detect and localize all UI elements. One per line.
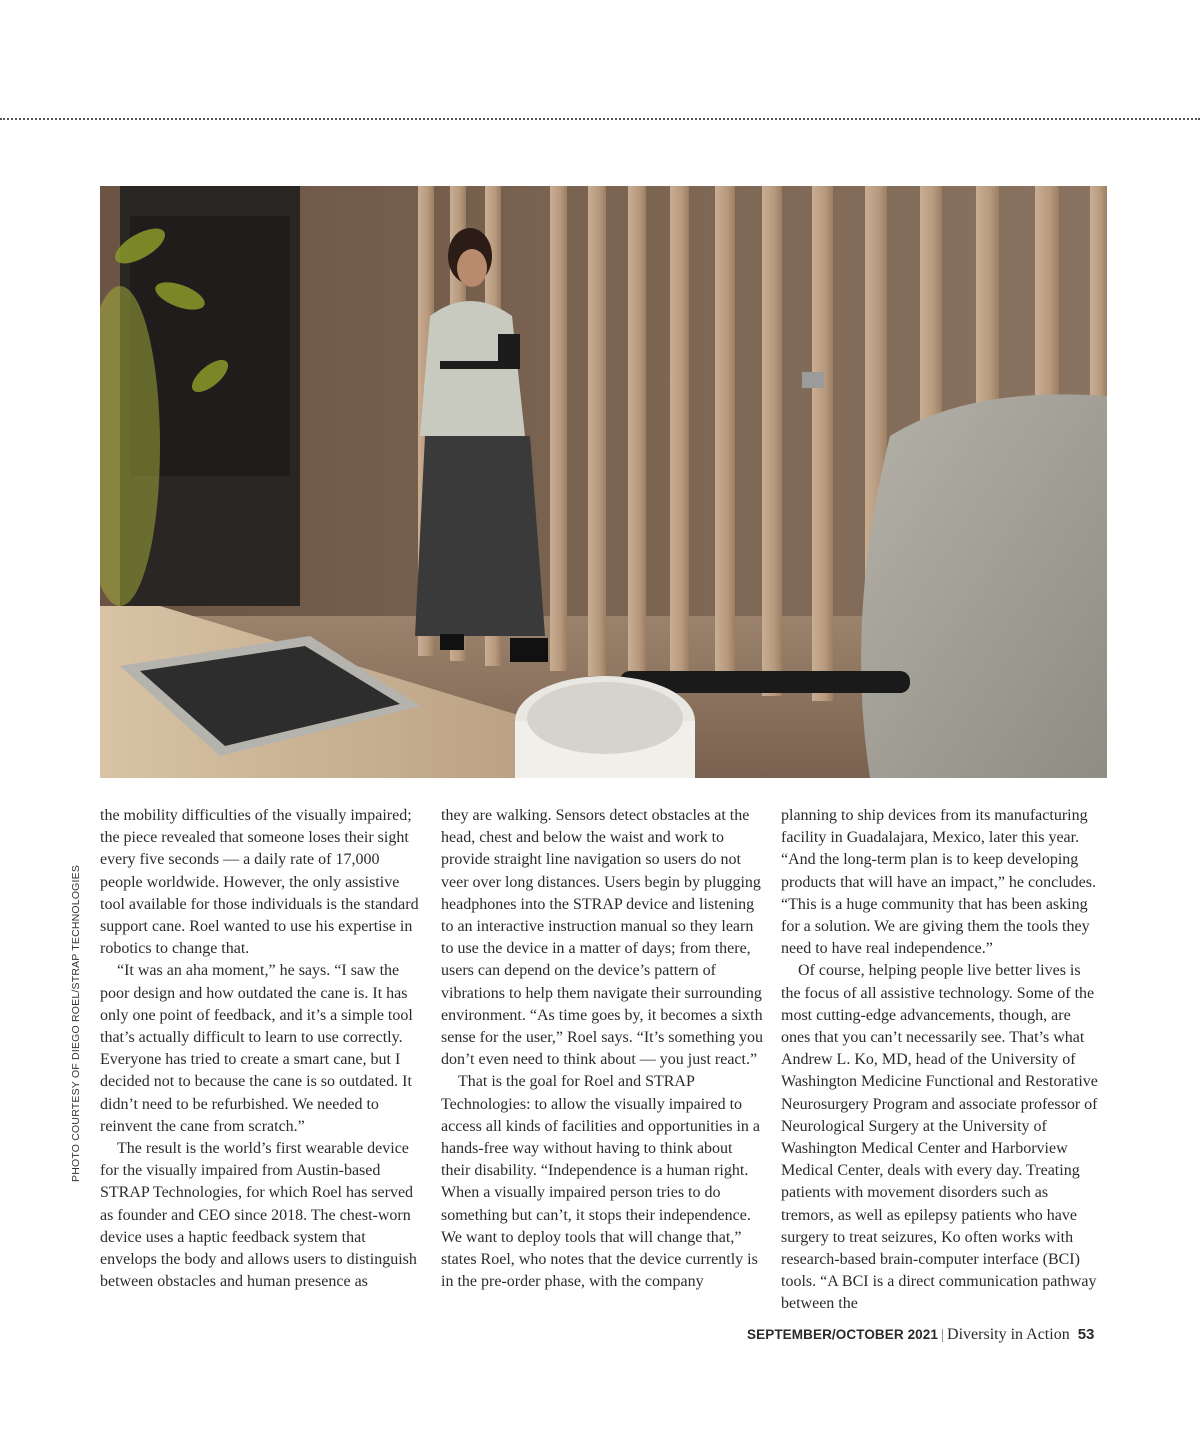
page-number: 53 <box>1077 1326 1095 1343</box>
paragraph: the mobility difficulties of the visually impaired; the piece revealed that someone loses their sight every five seconds — a daily rate of 17,000 people worldwide. However, the only assistive tool available for those individuals is the standard support cane. Roel wanted to use his expertise in robotics to change that. <box>100 807 419 958</box>
article-column-3 <box>781 805 1103 1316</box>
article-column-1 <box>100 805 422 1293</box>
paragraph: they are walking. Sensors detect obstacles at the head, chest and below the waist and work to provide straight line navigation so users do not veer over long distances. Users begin by plugging headphones into the STRAP device and listening to an interactive instruction manual so they learn to use the device in a matter of days; from there, users can depend on the device’s pattern of vibrations to help them navigate their surrounding environment. “As time goes by, it becomes a sixth sense for the user,” Roel says. “It’s something you don’t even need to think about — you just react.” <box>441 807 763 1069</box>
paragraph: That is the goal for Roel and STRAP Technologies: to allow the visually impaired to access all kinds of facilities and opportunities in a hands-free way without having to think about their disability. “Independence is a human right. When a visually impaired person tries to do something but can’t, it stops their independence. We want to deploy tools that will change that,” states Roel, who notes that the device currently is in the pre-order phase, with the company <box>441 1073 761 1291</box>
photo-credit: PHOTO COURTESY OF DIEGO ROEL/STRAP TECHNOLOGIES <box>70 864 82 1182</box>
paragraph: Of course, helping people live better lives is the focus of all assistive technology. Some of the most cutting-edge advancements, though, are ones that you can’t necessarily see. That’s what Andrew L. Ko, MD, head of the University of Washington Medicine Functional and Restorative Neurosurgery Program and associate professor of Neurological Surgery at the University of Washington Medical Center and Harborview Medical Center, deals with every day. Treating patients with movement disorders such as tremors, as well as epilepsy patients who have surgery to treat seizures, Ko often works with research-based brain-computer interface (BCI) tools. “A BCI is a direct communication pathway between the <box>781 962 1098 1313</box>
footer-separator: | <box>941 1327 945 1343</box>
feature-photo <box>100 186 1107 778</box>
paragraph: The result is the world’s first wearable device for the visually impaired from Austin-based STRAP Technologies, for which Roel has served as founder and CEO since 2018. The chest-worn device uses a haptic feedback system that envelops the body and allows users to distinguish between obstacles and human presence as <box>100 1140 417 1291</box>
top-dotted-rule <box>0 118 1200 120</box>
page-footer <box>747 1325 1107 1345</box>
paragraph: planning to ship devices from its manufacturing facility in Guadalajara, Mexico, later this year. “And the long-term plan is to keep developing products that will have an impact,” he concludes. “This is a huge community that has been asking for a solution. We are giving them the tools they need to have real independence.” <box>781 807 1097 958</box>
issue-date: SEPTEMBER/OCTOBER 2021 <box>747 1327 939 1342</box>
coffee-mug <box>515 676 695 778</box>
paragraph: “It was an aha moment,” he says. “I saw the poor design and how outdated the cane is. It has only one point of feedback, and it’s a simple tool that’s actually difficult to learn to use correctly. Everyone has tried to create a smart cane, but I decided not to because the cane is so outdated. It didn’t need to be refurbished. We needed to reinvent the cane from scratch.” <box>100 962 413 1135</box>
article-column-2 <box>441 805 763 1293</box>
photo-illustration <box>100 186 1107 778</box>
publication-name: Diversity in Action <box>947 1326 1070 1343</box>
